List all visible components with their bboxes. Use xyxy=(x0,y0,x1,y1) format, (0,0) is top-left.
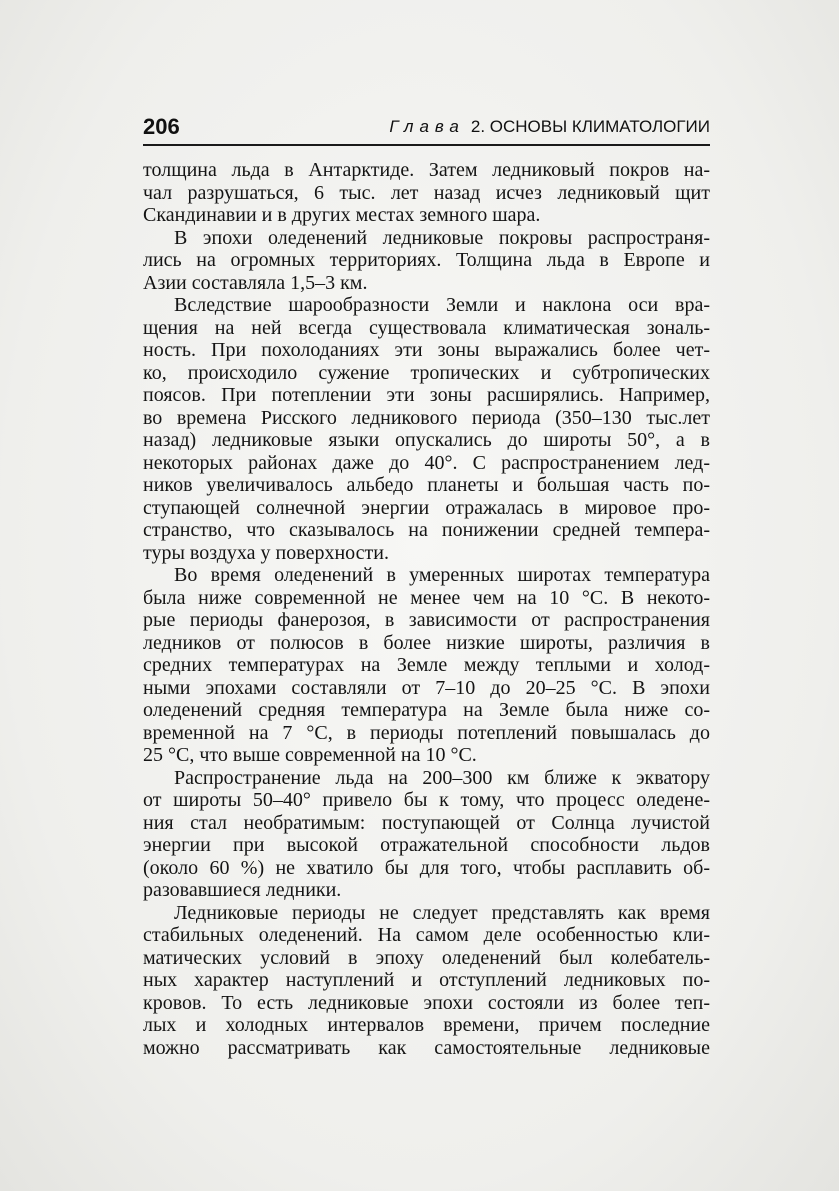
text-line: от широты 50–40° привело бы к тому, что процесс оледене- xyxy=(143,789,710,811)
text-line: ния стал необратимым: поступающей от Солнца лучистой xyxy=(143,811,710,834)
text-line: рые периоды фанерозоя, в зависимости от распространения xyxy=(143,609,710,631)
text-line: ников увеличивалось альбедо планеты и большая часть по- xyxy=(143,474,710,496)
text-line: стабильных оледенений. На самом деле особенностью кли- xyxy=(143,924,710,946)
text-line: ными эпохами составляли от 7–10 до 20–25 °С. В эпохи xyxy=(143,676,710,699)
paragraph xyxy=(143,294,710,564)
text-line: разовавшиеся ледники. xyxy=(143,879,342,901)
text-line: ность. При похолоданиях эти зоны выражались более чет- xyxy=(143,339,710,361)
text-line: кровов. То есть ледниковые эпохи состояли из более теп- xyxy=(143,991,710,1014)
text-line: поясов. При потеплении эти зоны расширялись. Например, xyxy=(143,384,710,406)
text-line: Распространение льда на 200–300 км ближе к экватору xyxy=(174,766,710,789)
text-line: оледенений средняя температура на Земле была ниже со- xyxy=(143,699,710,721)
text-line: была ниже современной не менее чем на 10 °С. В некото- xyxy=(143,586,710,609)
paragraph xyxy=(143,564,710,767)
text-line: толщина льда в Антарктиде. Затем ледниковый покров на- xyxy=(143,159,710,181)
text-line: энергии при высокой отражательной способности льдов xyxy=(143,834,710,856)
text-line: Вследствие шарообразности Земли и наклона оси вра- xyxy=(174,294,710,316)
text-line: Азии составляла 1,5–3 км. xyxy=(143,271,368,294)
text-line: временной на 7 °С, в периоды потеплений повышалась до xyxy=(143,721,710,744)
text-line: странство, что сказывалось на понижении средней темпера- xyxy=(143,519,710,541)
text-line: лых и холодных интервалов времени, причем последние xyxy=(143,1014,710,1036)
paragraph xyxy=(143,767,710,902)
paragraph xyxy=(143,227,710,295)
chapter-word: Глава xyxy=(389,117,465,136)
body-text xyxy=(143,159,710,1059)
text-line: 25 °С, что выше современной на 10 °С. xyxy=(143,744,477,766)
paragraph xyxy=(143,159,710,227)
text-line: (около 60 %) не хватило бы для того, чтобы расплавить об- xyxy=(143,856,710,879)
text-line: матических условий в эпоху оледенений был колебатель- xyxy=(143,946,710,969)
page-number: 206 xyxy=(143,114,180,139)
running-head xyxy=(389,117,710,137)
text-line: можно рассматривать как самостоятельные ледниковые xyxy=(143,1036,710,1059)
chapter-title: 2. ОСНОВЫ КЛИМАТОЛОГИИ xyxy=(470,117,710,136)
text-line: во времена Рисского ледникового периода (350–130 тыс.лет xyxy=(143,406,710,429)
text-line: некоторых районах даже до 40°. С распространением лед- xyxy=(143,451,710,474)
text-line: лись на огромных территориях. Толщина льда в Европе и xyxy=(143,249,710,271)
text-line: средних температурах на Земле между теплыми и холод- xyxy=(143,654,710,676)
text-line: Во время оледенений в умеренных широтах температура xyxy=(174,564,710,586)
text-line: туры воздуха у поверхности. xyxy=(143,541,389,564)
text-line: щения на ней всегда существовала климатическая зональ- xyxy=(143,316,710,339)
text-line: чал разрушаться, 6 тыс. лет назад исчез ледниковый щит xyxy=(143,181,710,204)
text-line: назад) ледниковые языки опускались до широты 50°, а в xyxy=(143,429,710,451)
text-line: ко, происходило сужение тропических и субтропических xyxy=(143,361,710,384)
text-line: В эпохи оледенений ледниковые покровы распространя- xyxy=(174,226,710,249)
text-line: ледников от полюсов в более низкие широты, различия в xyxy=(143,631,710,654)
page-header xyxy=(143,112,710,146)
text-line: ных характер наступлений и отступлений ледниковых по- xyxy=(143,969,710,991)
paragraph xyxy=(143,902,710,1060)
text-line: ступающей солнечной энергии отражалась в мировое про- xyxy=(143,496,710,519)
text-line: Ледниковые периоды не следует представлять как время xyxy=(174,901,710,924)
text-line: Скандинавии и в других местах земного шара. xyxy=(143,204,541,226)
